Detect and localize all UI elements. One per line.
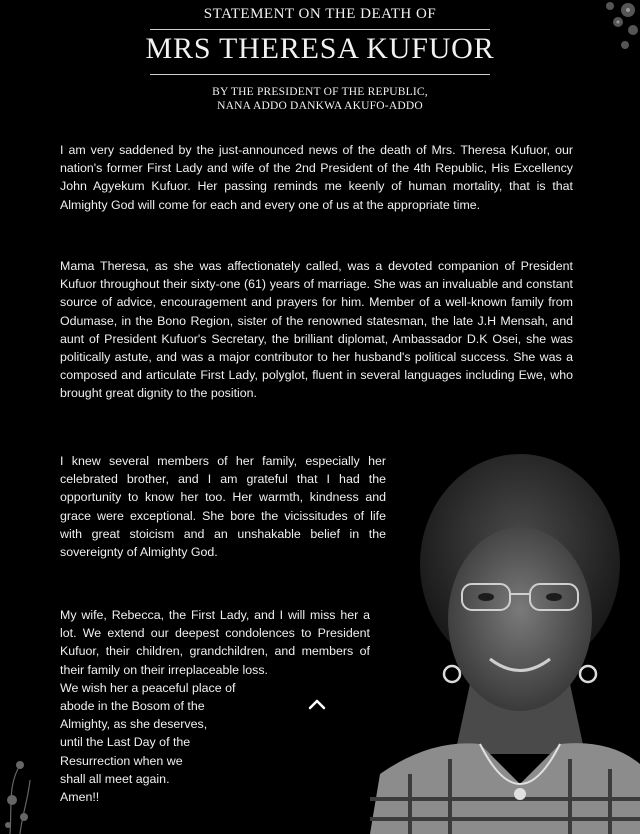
paragraph-4-line: until the Last Day of the xyxy=(60,735,191,750)
paragraph-2: Mama Theresa, as she was affectionately called, was a devoted companion of President Kufuor throughout their sixty-one (61) years of marriage. She was an invaluable and constant source of advice, encouragement and prayers for him. Member of a well-known family from Odumase, in the Bono Region, sister of the renowned statesman, the late J.H Mensah, and aunt of President Kufuor's Secretary, the brilliant diplomat, Ambassador D.K Osei, she was politically astute, and was a major contributor to her husband's political success. She was a composed and articulate First Lady, polyglot, fluent in several languages including Ewe, who brought great dignity to the position. xyxy=(60,259,573,401)
header-rule-bottom xyxy=(150,74,490,75)
paragraph-4-main: My wife, Rebecca, the First Lady, and I will miss her a lot. We extend our deepest condolences to President Kufuor, their children, grandchildren, and members of their family on their irreplaceable loss. xyxy=(60,608,370,677)
byline-line-2: NANA ADDO DANKWA AKUFO-ADDO xyxy=(217,100,423,112)
paragraph-4-line: shall all meet again. xyxy=(60,771,170,786)
paragraph-4-line: abode in the Bosom of the xyxy=(60,699,205,714)
statement-kicker: STATEMENT ON THE DEATH OF xyxy=(203,6,437,22)
paragraph-3: I knew several members of her family, especially her celebrated brother, and I am grateful that I had the opportunity to know her too. Her warmth, kindness and grace were exceptional. She bore the vicissitudes of life with great stoicism and an unshakable belief in the sovereignty of Almighty God. xyxy=(60,454,386,560)
portrait-photo xyxy=(370,454,640,834)
byline xyxy=(0,85,640,113)
paragraph-4-line: Almighty, as she deserves, xyxy=(60,717,208,732)
floral-decoration-bottom-left xyxy=(0,725,40,834)
paragraph-1: I am very saddened by the just-announced news of the death of Mrs. Theresa Kufuor, our nation's former First Lady and wife of the 2nd President of the 4th Republic, His Excellency John Agyekum Kufuor. Her passing reminds me keenly of human mortality, that is that Almighty God will come for each and every one of us at the appropriate time. xyxy=(60,143,573,212)
paragraph-4-line: Resurrection when we xyxy=(60,753,183,768)
deceased-name-title: MRS THERESA KUFUOR xyxy=(145,32,495,65)
paragraph-4-line: Amen!! xyxy=(60,790,100,805)
paragraph-4-line: We wish her a peaceful place of xyxy=(60,680,236,695)
header-rule-top xyxy=(150,29,490,30)
byline-line-1: BY THE PRESIDENT OF THE REPUBLIC, xyxy=(212,86,428,98)
chevron-up-icon[interactable] xyxy=(305,694,329,714)
